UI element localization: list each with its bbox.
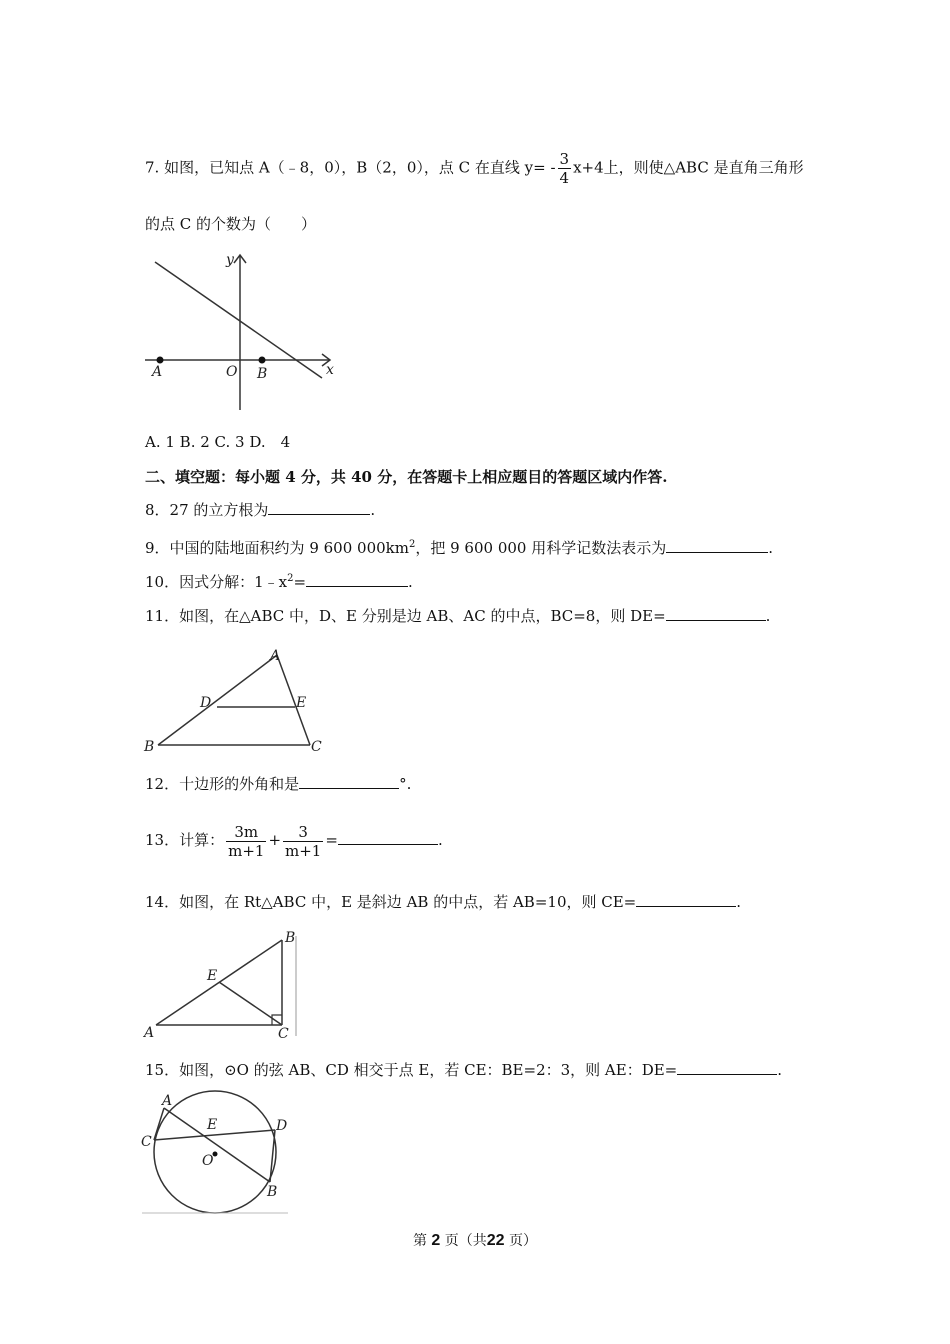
q13-fraction-2: $\frac{3}{m+1}$ bbox=[285, 822, 322, 860]
q15-fig-label-o: O bbox=[202, 1153, 214, 1169]
q12-answer-blank[interactable] bbox=[299, 774, 399, 789]
q14-fig-label-a: A bbox=[144, 1025, 155, 1041]
q14-fig-label-b: B bbox=[285, 930, 296, 946]
page-total: 22 bbox=[486, 1232, 505, 1249]
q7-fig-label-y: y bbox=[226, 252, 234, 268]
q11-answer-blank[interactable] bbox=[666, 606, 766, 621]
page-footer: 第 2 页（共22 页） bbox=[412, 1232, 538, 1249]
q15-fig-label-c: C bbox=[141, 1134, 152, 1150]
q13-fraction-1: $\frac{3m}{m+1}$ bbox=[228, 822, 265, 860]
q15-fig-label-d: D bbox=[276, 1118, 288, 1134]
q15: 15．如图，⊙O 的弦 AB、CD 相交于点 E，若 CE：BE=2：3，则 AE：DE= . bbox=[145, 1061, 783, 1079]
q11-fig-label-b: B bbox=[144, 739, 155, 755]
q7-text-b: x+4上，则使△ABC 是直角三角形 bbox=[573, 158, 804, 177]
q14-fig-label-c: C bbox=[278, 1026, 289, 1042]
q7-text-a: 7. 如图，已知点 A（﹣8，0），B（2，0），点 C 在直线 y= - bbox=[145, 158, 556, 177]
q7-figure bbox=[140, 250, 340, 415]
q15-fig-label-a: A bbox=[162, 1093, 173, 1109]
q11-fig-label-a: A bbox=[270, 648, 281, 664]
q7-fraction: $\frac{3}{4}$ bbox=[559, 150, 570, 187]
q11-figure bbox=[140, 643, 330, 758]
q7-fig-label-a: A bbox=[152, 364, 163, 380]
q14-figure bbox=[140, 928, 310, 1043]
q8: 8．27 的立方根为 . bbox=[145, 501, 376, 519]
q12: 12．十边形的外角和是 °. bbox=[145, 775, 412, 793]
page-number: 2 bbox=[431, 1232, 441, 1249]
q13-answer-blank[interactable] bbox=[338, 830, 438, 845]
q7-fig-label-x: x bbox=[326, 362, 334, 378]
q7-options: A. 1 B. 2 C. 3 D. 4 bbox=[145, 433, 291, 451]
q10-answer-blank[interactable] bbox=[306, 572, 408, 587]
q11-fig-label-c: C bbox=[311, 739, 322, 755]
q14: 14．如图，在 Rt△ABC 中，E 是斜边 AB 的中点，若 AB=10，则 CE= . bbox=[145, 893, 742, 911]
q11: 11．如图，在△ABC 中，D、E 分别是边 AB、AC 的中点，BC=8，则 DE= . bbox=[145, 607, 771, 625]
section-2-heading: 二、填空题：每小题 4 分，共 40 分，在答题卡上相应题目的答题区域内作答. bbox=[145, 468, 668, 486]
q15-answer-blank[interactable] bbox=[677, 1060, 777, 1075]
q15-fig-label-b: B bbox=[267, 1184, 278, 1200]
q14-fig-label-e: E bbox=[207, 968, 218, 984]
q7-stem-cont: 的点 C 的个数为（ ） bbox=[145, 215, 317, 233]
q14-answer-blank[interactable] bbox=[636, 892, 736, 907]
q13: 13．计算： $\frac{3m}{m+1}$ + $\frac{3}{m+1}$ = . bbox=[145, 822, 443, 860]
q7-fig-label-o: O bbox=[226, 364, 238, 380]
q8-answer-blank[interactable] bbox=[268, 500, 370, 515]
q7-fig-label-b: B bbox=[257, 366, 268, 382]
q9: 9．中国的陆地面积约为 9 600 $000km^2$，把 9 600 000 用科学记数法表示为 . bbox=[145, 539, 774, 557]
q7-stem bbox=[145, 150, 804, 187]
q11-fig-label-e: E bbox=[296, 695, 307, 711]
q11-fig-label-d: D bbox=[200, 695, 212, 711]
q15-figure bbox=[140, 1092, 300, 1217]
q15-fig-label-e: E bbox=[207, 1117, 218, 1133]
q10: 10．因式分解：$1﹣x^2=$ . bbox=[145, 573, 413, 591]
q9-answer-blank[interactable] bbox=[666, 538, 768, 553]
